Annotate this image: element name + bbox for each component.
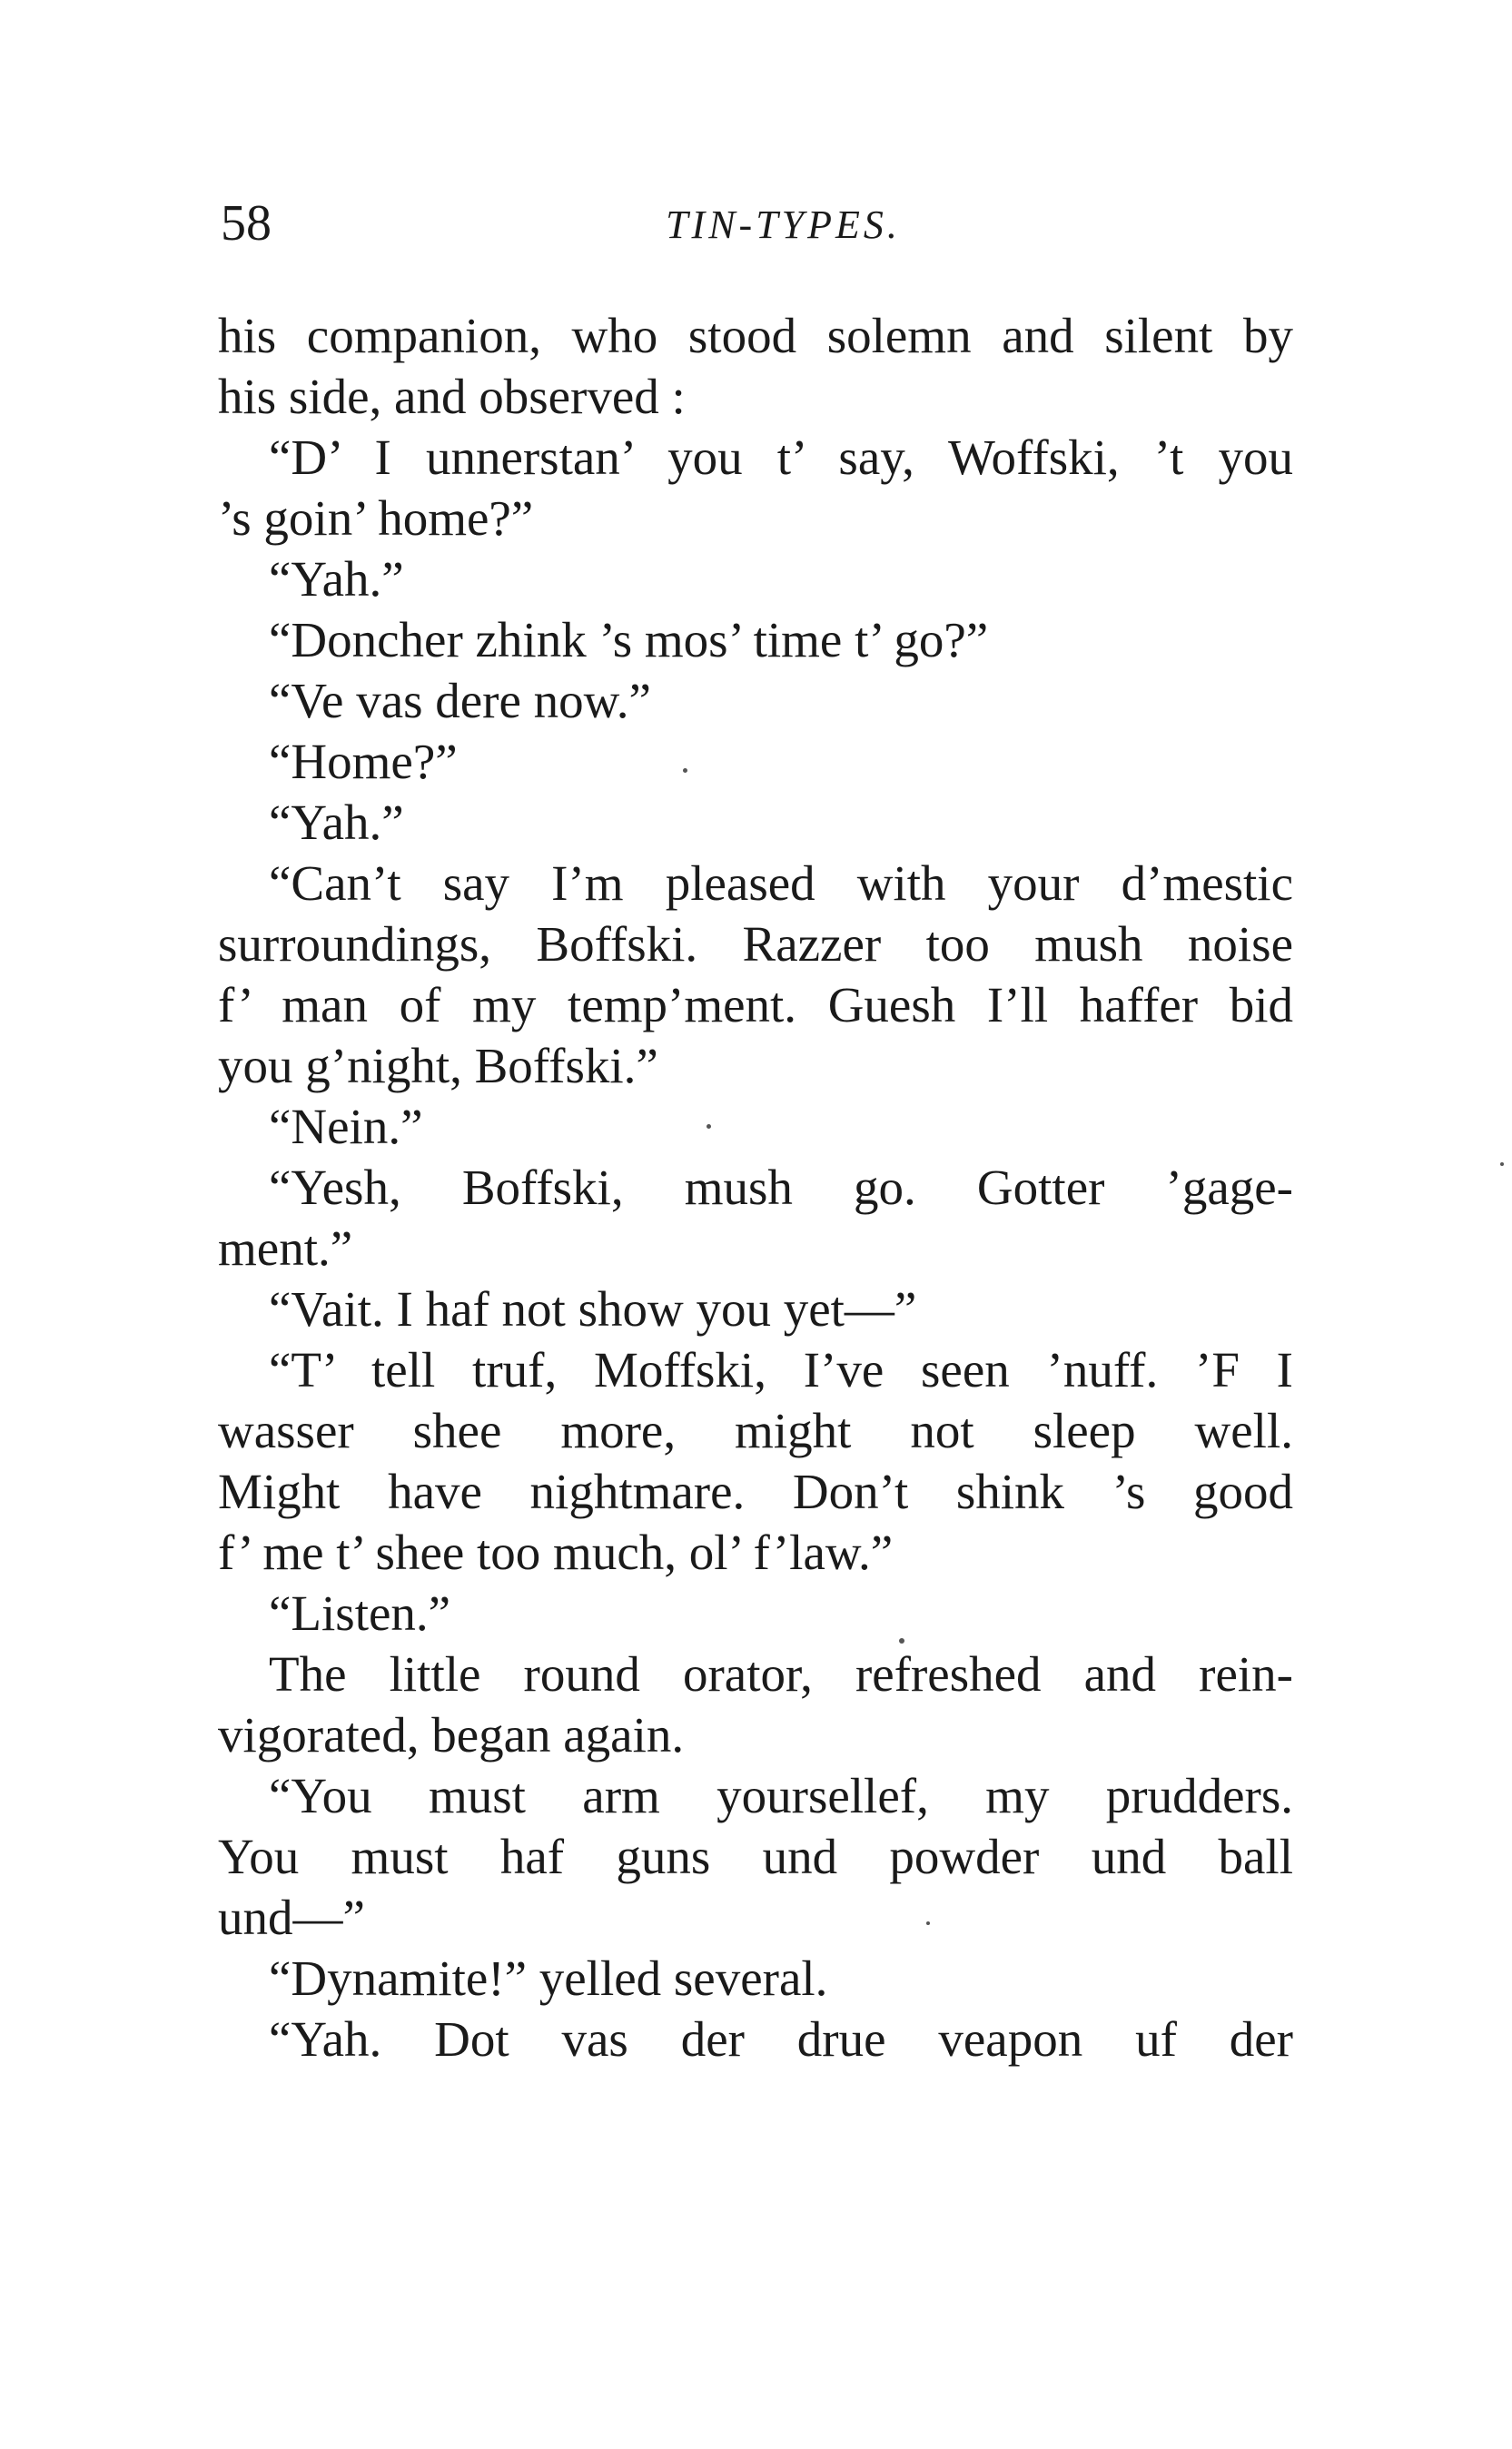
text-line: “Yah.” <box>269 795 404 850</box>
text-line: ’s goin’ home?” <box>218 490 534 546</box>
text-line: “Ve vas dere now.” <box>269 673 651 728</box>
text-line: f’ man of my temp’ment. Guesh I’ll haffer bid <box>218 977 1293 1032</box>
text-line: “Listen.” <box>269 1585 451 1641</box>
text-line: You must haf guns und powder und ball <box>218 1829 1293 1884</box>
text-line: Might have nightmare. Don’t shink ’s good <box>218 1464 1293 1519</box>
text-line: “Nein.” <box>269 1099 423 1154</box>
text-line: “Can’t say I’m pleased with your d’mestic <box>269 855 1293 911</box>
print-speck <box>1500 1162 1504 1166</box>
text-line: “Home?” <box>269 734 458 789</box>
page-number: 58 <box>221 195 272 252</box>
print-speck <box>683 768 687 773</box>
text-line: f’ me t’ shee too much, ol’ f’law.” <box>218 1525 894 1580</box>
text-line: “You must arm yoursellef, my prudders. <box>269 1768 1293 1823</box>
text-line: his side, and observed : <box>218 369 686 424</box>
text-line: you g’night, Boffski.” <box>218 1038 658 1093</box>
text-line: vigorated, began again. <box>218 1707 685 1763</box>
print-speck <box>707 1124 711 1129</box>
text-line: “Yah.” <box>269 551 404 607</box>
text-line: “Doncher zhink ’s mos’ time t’ go?” <box>269 612 989 667</box>
text-line: “Yesh, Boffski, mush go. Gotter ’gage- <box>269 1160 1293 1215</box>
text-line: und—” <box>218 1890 365 1945</box>
text-line: “Vait. I haf not show you yet—” <box>269 1281 917 1337</box>
text-line: ment.” <box>218 1220 353 1276</box>
body-text <box>218 305 1293 2069</box>
text-line: The little round orator, refreshed and rein- <box>269 1646 1293 1702</box>
text-line: “T’ tell truf, Moffski, I’ve seen ’nuff. ’F I <box>269 1342 1293 1397</box>
text-line: surroundings, Boffski. Razzer too mush noise <box>218 916 1293 972</box>
text-line: “Yah. Dot vas der drue veapon uf der <box>269 2011 1293 2067</box>
text-line: “Dynamite!” yelled several. <box>269 1950 828 2006</box>
running-title: TIN-TYPES. <box>666 202 901 247</box>
print-speck <box>899 1638 904 1644</box>
print-speck <box>926 1921 930 1925</box>
text-line: “D’ I unnerstan’ you t’ say, Woffski, ’t you <box>269 430 1293 485</box>
text-line: wasser shee more, might not sleep well. <box>218 1403 1293 1458</box>
text-line: his companion, who stood solemn and silent by <box>218 308 1293 363</box>
